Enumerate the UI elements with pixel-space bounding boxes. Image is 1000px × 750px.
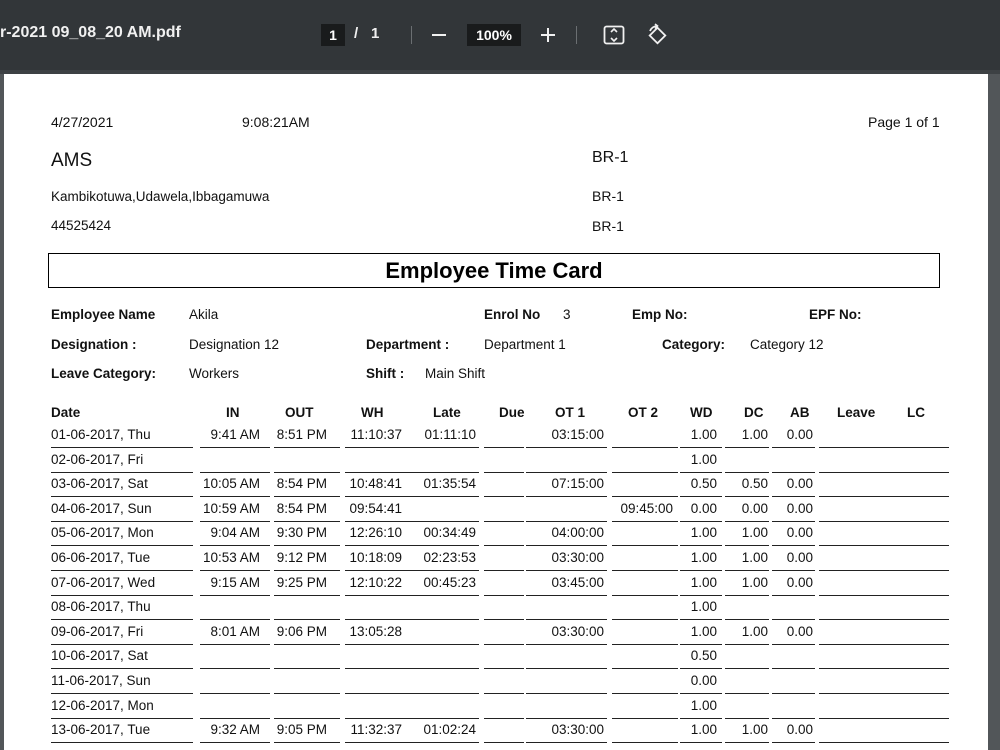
row-divider — [725, 447, 769, 448]
row-divider — [819, 521, 949, 522]
row-divider — [680, 570, 722, 571]
row-divider — [345, 496, 418, 497]
table-cell-wd: 1.00 — [690, 697, 717, 713]
shift: Main Shift — [425, 366, 486, 381]
column-header-out: OUT — [285, 405, 314, 420]
row-divider — [819, 595, 949, 596]
row-divider — [484, 718, 524, 719]
row-divider — [200, 595, 270, 596]
row-divider — [200, 693, 270, 694]
table-cell-dc: 1.00 — [741, 525, 768, 541]
table-cell-wd: 1.00 — [690, 599, 717, 615]
table-cell-out: 8:51 PM — [276, 427, 327, 442]
row-divider — [200, 472, 270, 473]
table-cell-ot1: 03:45:00 — [551, 574, 604, 590]
table-cell-wh: 09:54:41 — [349, 500, 402, 516]
row-divider — [345, 619, 418, 620]
row-divider — [418, 693, 479, 694]
table-cell-ot1: 04:00:00 — [551, 525, 604, 541]
row-divider — [51, 742, 193, 743]
column-header-ab: AB — [790, 405, 810, 420]
row-divider — [200, 619, 270, 620]
report-date: 4/27/2021 — [51, 114, 114, 130]
table-cell-wd: 0.00 — [690, 673, 717, 688]
row-divider — [612, 570, 678, 571]
table-cell-date: 12-06-2017, Mon — [51, 697, 154, 713]
row-divider — [200, 668, 270, 669]
row-divider — [772, 742, 815, 743]
row-divider — [819, 693, 949, 694]
toolbar-divider — [411, 26, 412, 44]
table-cell-wd: 0.00 — [690, 500, 717, 516]
row-divider — [274, 718, 340, 719]
page-separator: / — [354, 25, 359, 42]
row-divider — [680, 545, 722, 546]
row-divider — [345, 545, 418, 546]
row-divider — [200, 718, 270, 719]
table-cell-ab: 0.00 — [786, 574, 813, 590]
row-divider — [680, 668, 722, 669]
row-divider — [418, 545, 479, 546]
column-header-wd: WD — [690, 405, 713, 420]
row-divider — [772, 570, 815, 571]
table-cell-wh: 11:10:37 — [350, 427, 402, 442]
row-divider — [819, 447, 949, 448]
designation: Designation 12 — [189, 337, 280, 352]
row-divider — [200, 496, 270, 497]
row-divider — [526, 570, 607, 571]
row-divider — [680, 447, 722, 448]
table-cell-wd: 1.00 — [690, 623, 717, 639]
table-cell-wh: 10:18:09 — [349, 550, 402, 565]
row-divider — [772, 644, 815, 645]
pdf-page — [4, 74, 988, 750]
table-cell-wd: 1.00 — [690, 574, 717, 590]
row-divider — [51, 718, 193, 719]
row-divider — [200, 644, 270, 645]
table-cell-late: 01:35:54 — [423, 476, 476, 492]
row-divider — [772, 595, 815, 596]
table-cell-in: 8:01 AM — [210, 623, 260, 639]
zoom-in-button[interactable] — [535, 22, 561, 48]
row-divider — [772, 496, 815, 497]
row-divider — [51, 668, 193, 669]
row-divider — [526, 742, 607, 743]
row-divider — [484, 472, 524, 473]
row-divider — [274, 472, 340, 473]
branch-code: BR-1 — [592, 149, 629, 166]
row-divider — [772, 619, 815, 620]
row-divider — [51, 693, 193, 694]
row-divider — [274, 644, 340, 645]
category: Category 12 — [750, 337, 824, 352]
row-divider — [345, 718, 418, 719]
table-cell-late: 02:23:53 — [423, 550, 476, 565]
table-cell-ot1: 03:30:00 — [551, 623, 604, 639]
row-divider — [526, 595, 607, 596]
row-divider — [680, 693, 722, 694]
row-divider — [725, 545, 769, 546]
row-divider — [526, 718, 607, 719]
column-header-ot2: OT 2 — [628, 405, 659, 420]
row-divider — [725, 619, 769, 620]
table-cell-ot1: 03:30:00 — [551, 550, 604, 565]
row-divider — [680, 644, 722, 645]
table-cell-date: 11-06-2017, Sun — [51, 673, 151, 688]
row-divider — [526, 644, 607, 645]
row-divider — [200, 447, 270, 448]
zoom-level-input[interactable]: 100% — [467, 24, 521, 46]
table-cell-date: 05-06-2017, Mon — [51, 525, 154, 541]
table-cell-wd: 0.50 — [690, 648, 717, 664]
table-cell-in: 10:53 AM — [202, 550, 260, 565]
fit-page-icon — [601, 22, 627, 48]
row-divider — [725, 742, 769, 743]
table-cell-dc: 1.00 — [741, 623, 768, 639]
table-cell-in: 9:41 AM — [210, 427, 260, 442]
category-label: Category: — [662, 337, 726, 352]
employee-name: Akila — [189, 307, 219, 322]
table-cell-dc: 1.00 — [741, 550, 768, 565]
row-divider — [612, 472, 678, 473]
page-number-input[interactable]: 1 — [321, 24, 345, 46]
row-divider — [484, 668, 524, 669]
table-cell-dc: 0.50 — [741, 476, 768, 492]
column-header-late: Late — [433, 405, 461, 420]
table-cell-wd: 1.00 — [690, 427, 717, 442]
table-cell-wh: 13:05:28 — [349, 623, 402, 639]
row-divider — [526, 545, 607, 546]
table-cell-ot1: 03:15:00 — [551, 427, 604, 442]
fit-to-page-button[interactable] — [601, 22, 627, 48]
row-divider — [274, 668, 340, 669]
table-cell-ab: 0.00 — [786, 476, 813, 492]
row-divider — [819, 496, 949, 497]
branch-code: BR-1 — [592, 188, 624, 204]
table-cell-out: 8:54 PM — [276, 500, 327, 516]
table-cell-in: 9:15 AM — [210, 574, 260, 590]
row-divider — [612, 595, 678, 596]
table-cell-ab: 0.00 — [786, 623, 813, 639]
table-cell-date: 02-06-2017, Fri — [51, 451, 144, 467]
row-divider — [345, 595, 418, 596]
table-cell-out: 9:30 PM — [276, 525, 327, 541]
table-cell-out: 9:06 PM — [276, 623, 327, 639]
table-cell-ab: 0.00 — [786, 525, 813, 541]
row-divider — [274, 521, 340, 522]
table-cell-wh: 10:48:41 — [349, 476, 402, 492]
row-divider — [345, 570, 418, 571]
row-divider — [819, 668, 949, 669]
row-divider — [680, 742, 722, 743]
table-cell-date: 06-06-2017, Tue — [51, 550, 151, 565]
department-label: Department : — [366, 337, 450, 352]
row-divider — [772, 545, 815, 546]
row-divider — [274, 447, 340, 448]
table-cell-date: 03-06-2017, Sat — [51, 476, 148, 492]
row-divider — [819, 570, 949, 571]
company-phone: 44525424 — [51, 218, 112, 233]
row-divider — [680, 521, 722, 522]
row-divider — [418, 496, 479, 497]
table-cell-dc: 1.00 — [741, 722, 768, 738]
table-cell-ab: 0.00 — [786, 427, 813, 442]
table-cell-in: 9:04 AM — [210, 525, 260, 541]
minus-icon — [426, 22, 452, 48]
column-header-due: Due — [499, 405, 525, 420]
row-divider — [484, 742, 524, 743]
row-divider — [612, 496, 678, 497]
table-cell-in: 10:59 AM — [202, 500, 260, 516]
row-divider — [526, 472, 607, 473]
row-divider — [345, 693, 418, 694]
emp-no-label: Emp No: — [632, 307, 688, 322]
table-cell-date: 04-06-2017, Sun — [51, 500, 152, 516]
company-address: Kambikotuwa,Udawela,Ibbagamuwa — [51, 189, 270, 204]
table-cell-date: 01-06-2017, Thu — [51, 427, 151, 442]
row-divider — [51, 447, 193, 448]
row-divider — [51, 644, 193, 645]
row-divider — [200, 521, 270, 522]
row-divider — [484, 644, 524, 645]
document-title: r-2021 09_08_20 AM.pdf — [0, 24, 181, 41]
row-divider — [819, 742, 949, 743]
row-divider — [418, 521, 479, 522]
table-cell-date: 10-06-2017, Sat — [51, 648, 148, 664]
table-cell-ab: 0.00 — [786, 550, 813, 565]
row-divider — [418, 718, 479, 719]
row-divider — [526, 668, 607, 669]
table-cell-in: 10:05 AM — [202, 476, 260, 492]
table-cell-out: 9:25 PM — [276, 574, 327, 590]
table-cell-wd: 1.00 — [690, 550, 717, 565]
table-cell-wh: 12:10:22 — [349, 574, 402, 590]
row-divider — [772, 521, 815, 522]
row-divider — [526, 619, 607, 620]
row-divider — [418, 742, 479, 743]
employee-name-label: Employee Name — [51, 307, 156, 322]
table-cell-dc: 1.00 — [741, 574, 768, 590]
table-cell-out: 8:54 PM — [276, 476, 327, 492]
row-divider — [725, 644, 769, 645]
page-info: Page 1 of 1 — [868, 114, 940, 130]
table-cell-dc: 1.00 — [741, 427, 768, 442]
row-divider — [484, 545, 524, 546]
toolbar-divider — [576, 26, 577, 44]
row-divider — [526, 693, 607, 694]
report-time: 9:08:21AM — [242, 114, 310, 130]
row-divider — [819, 644, 949, 645]
row-divider — [772, 472, 815, 473]
table-cell-date: 08-06-2017, Thu — [51, 599, 151, 615]
table-cell-out: 9:05 PM — [276, 722, 327, 738]
column-header-leave: Leave — [837, 405, 876, 420]
row-divider — [772, 447, 815, 448]
row-divider — [612, 545, 678, 546]
table-cell-dc: 0.00 — [741, 500, 768, 516]
table-cell-ab: 0.00 — [786, 722, 813, 738]
row-divider — [418, 668, 479, 669]
row-divider — [819, 545, 949, 546]
row-divider — [345, 472, 418, 473]
zoom-out-button[interactable] — [426, 22, 452, 48]
table-cell-date: 13-06-2017, Tue — [51, 722, 151, 738]
row-divider — [725, 693, 769, 694]
row-divider — [51, 545, 193, 546]
row-divider — [612, 447, 678, 448]
row-divider — [345, 644, 418, 645]
column-header-ot1: OT 1 — [555, 405, 586, 420]
row-divider — [274, 545, 340, 546]
row-divider — [418, 644, 479, 645]
column-header-date: Date — [51, 405, 81, 420]
row-divider — [418, 595, 479, 596]
company-name: AMS — [51, 150, 93, 171]
row-divider — [484, 693, 524, 694]
row-divider — [680, 595, 722, 596]
row-divider — [345, 742, 418, 743]
row-divider — [725, 472, 769, 473]
row-divider — [819, 472, 949, 473]
column-header-dc: DC — [744, 405, 764, 420]
row-divider — [612, 619, 678, 620]
epf-no-label: EPF No: — [809, 307, 862, 322]
row-divider — [772, 718, 815, 719]
rotate-icon — [644, 22, 670, 48]
row-divider — [725, 718, 769, 719]
row-divider — [51, 496, 193, 497]
row-divider — [345, 521, 418, 522]
row-divider — [200, 545, 270, 546]
row-divider — [274, 693, 340, 694]
row-divider — [51, 595, 193, 596]
row-divider — [484, 570, 524, 571]
row-divider — [418, 472, 479, 473]
row-divider — [274, 496, 340, 497]
pdf-toolbar — [0, 0, 1000, 70]
enrol-no: 3 — [563, 307, 571, 322]
row-divider — [345, 447, 418, 448]
table-cell-late: 00:45:23 — [423, 574, 476, 590]
enrol-no-label: Enrol No — [484, 307, 541, 322]
table-cell-ot1: 03:30:00 — [551, 722, 604, 738]
row-divider — [772, 693, 815, 694]
row-divider — [484, 496, 524, 497]
table-cell-ot2: 09:45:00 — [620, 500, 673, 516]
row-divider — [725, 668, 769, 669]
table-cell-wd: 1.00 — [690, 722, 717, 738]
row-divider — [526, 521, 607, 522]
table-cell-late: 00:34:49 — [423, 525, 476, 541]
row-divider — [345, 668, 418, 669]
row-divider — [200, 570, 270, 571]
leave-category: Workers — [189, 366, 240, 381]
row-divider — [51, 619, 193, 620]
table-cell-wd: 0.50 — [690, 476, 717, 492]
row-divider — [484, 447, 524, 448]
row-divider — [612, 718, 678, 719]
table-cell-ab: 0.00 — [786, 500, 813, 516]
table-cell-date: 09-06-2017, Fri — [51, 623, 144, 639]
row-divider — [418, 619, 479, 620]
table-cell-wd: 1.00 — [690, 525, 717, 541]
plus-icon — [535, 22, 561, 48]
row-divider — [612, 742, 678, 743]
rotate-button[interactable] — [644, 22, 670, 48]
row-divider — [819, 619, 949, 620]
report-title: Employee Time Card — [385, 258, 603, 283]
row-divider — [725, 570, 769, 571]
row-divider — [51, 521, 193, 522]
row-divider — [200, 742, 270, 743]
row-divider — [612, 668, 678, 669]
designation-label: Designation : — [51, 337, 137, 352]
row-divider — [725, 496, 769, 497]
row-divider — [819, 718, 949, 719]
column-header-lc: LC — [907, 405, 925, 420]
row-divider — [274, 619, 340, 620]
column-header-in: IN — [226, 405, 240, 420]
table-cell-date: 07-06-2017, Wed — [51, 574, 156, 590]
row-divider — [274, 595, 340, 596]
row-divider — [680, 496, 722, 497]
row-divider — [612, 521, 678, 522]
table-cell-wh: 12:26:10 — [349, 525, 402, 541]
table-cell-late: 01:11:10 — [424, 427, 476, 442]
leave-category-label: Leave Category: — [51, 366, 157, 381]
table-cell-wh: 11:32:37 — [350, 722, 402, 738]
page-total: 1 — [371, 25, 380, 42]
branch-code: BR-1 — [592, 218, 624, 234]
table-cell-out: 9:12 PM — [276, 550, 327, 565]
row-divider — [274, 570, 340, 571]
row-divider — [612, 644, 678, 645]
row-divider — [772, 668, 815, 669]
table-cell-in: 9:32 AM — [210, 722, 260, 738]
row-divider — [418, 570, 479, 571]
row-divider — [51, 570, 193, 571]
row-divider — [51, 472, 193, 473]
row-divider — [484, 521, 524, 522]
shift-label: Shift : — [366, 366, 405, 381]
column-header-wh: WH — [361, 405, 384, 420]
row-divider — [484, 619, 524, 620]
row-divider — [725, 595, 769, 596]
row-divider — [418, 447, 479, 448]
department: Department 1 — [484, 337, 566, 352]
row-divider — [680, 472, 722, 473]
table-cell-ot1: 07:15:00 — [551, 476, 604, 492]
row-divider — [725, 521, 769, 522]
row-divider — [274, 742, 340, 743]
row-divider — [680, 718, 722, 719]
row-divider — [484, 595, 524, 596]
row-divider — [680, 619, 722, 620]
row-divider — [612, 693, 678, 694]
report-title-box — [48, 253, 940, 288]
table-cell-late: 01:02:24 — [423, 722, 476, 738]
row-divider — [526, 496, 607, 497]
table-cell-wd: 1.00 — [690, 451, 717, 467]
row-divider — [526, 447, 607, 448]
